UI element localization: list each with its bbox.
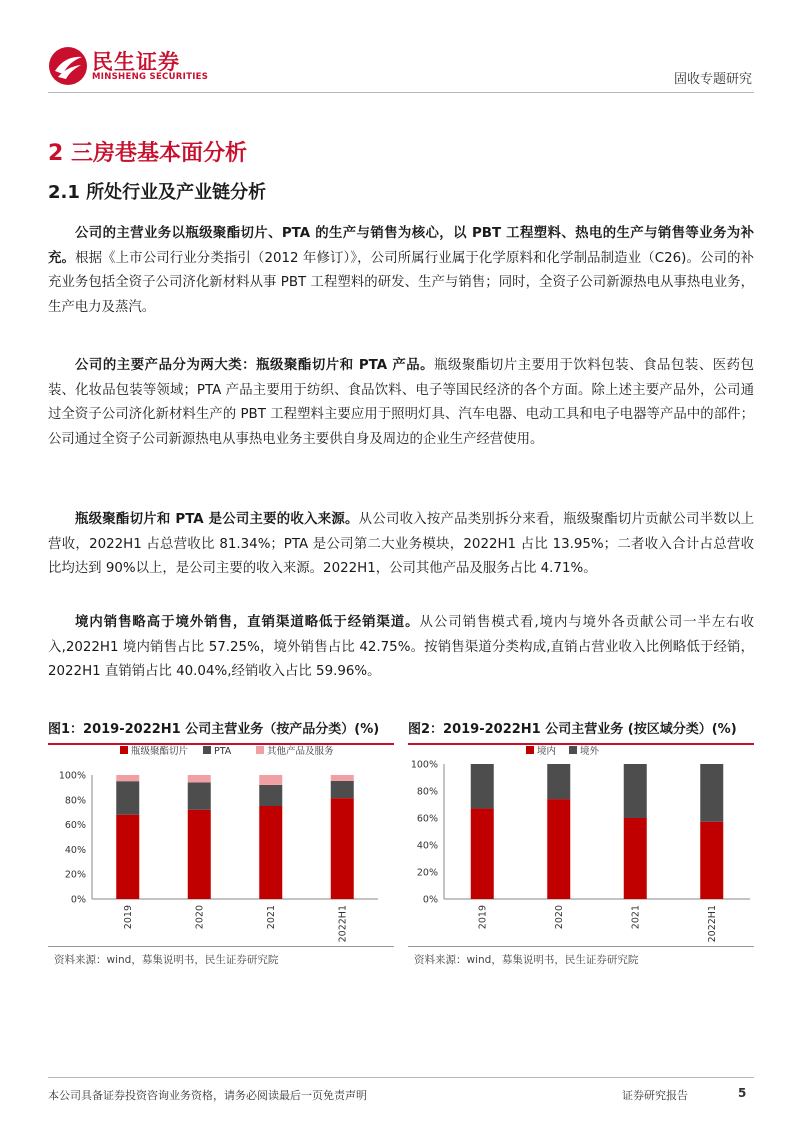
legend-label: PTA [214, 746, 232, 757]
y-tick-label: 80% [64, 795, 86, 807]
figure-source: 资料来源：wind，募集说明书，民生证券研究院 [414, 954, 639, 966]
chart-region-breakdown [408, 742, 754, 942]
paragraph [48, 508, 754, 582]
bar-segment [471, 764, 494, 809]
legend-swatch [120, 746, 128, 754]
y-tick-label: 20% [64, 869, 86, 881]
bar-segment [471, 809, 494, 899]
bar-segment [624, 764, 647, 818]
figure-title: 图2：2019-2022H1 公司主营业务 (按区域分类）(%) [408, 718, 754, 745]
y-tick-label: 60% [416, 813, 438, 825]
bar-segment [116, 781, 139, 814]
footer-divider [48, 1077, 754, 1078]
x-tick-label: 2022H1 [706, 905, 718, 942]
legend-label: 境外 [580, 746, 600, 757]
legend-swatch [256, 746, 264, 754]
figure-1 [48, 718, 394, 745]
bar-segment [188, 782, 211, 809]
x-tick-label: 2021 [265, 905, 277, 930]
paragraph-body: 瓶级聚酯切片主要用于饮料包装、食品包装、医药包装、化妆品包装等领域；PTA 产品主要用于纺织、食品饮料、电子等国民经济的各个方面。除上述主要产品外，公司通过全资子公司济化新材料生产的 PBT 工程塑料主要应用于照明灯具、汽车电器、电动工具和电子电器等产品中的部件；公司通过全资子公司新源热电从事热电业务主要供自身及周边的企业生产经营使用。 [48, 358, 754, 447]
bar-segment [331, 775, 354, 781]
bar-segment [547, 799, 570, 899]
paragraph-lead: 境内销售略高于境外销售，直销渠道略低于经销渠道。 [75, 615, 420, 630]
report-type: 固收专题研究 [673, 72, 752, 87]
paragraph-lead: 公司的主要产品分为两大类：瓶级聚酯切片和 PTA 产品。 [75, 358, 435, 373]
x-tick-label: 2019 [122, 905, 134, 930]
y-tick-label: 0% [422, 894, 438, 906]
section-title: 2 三房巷基本面分析 [48, 141, 247, 166]
x-tick-label: 2020 [194, 905, 206, 930]
x-tick-label: 2021 [630, 905, 642, 930]
y-tick-label: 100% [410, 759, 438, 771]
chart-product-breakdown [48, 742, 394, 942]
y-tick-label: 60% [64, 820, 86, 832]
bar-segment [331, 798, 354, 899]
legend-label: 其他产品及服务 [267, 746, 334, 757]
y-tick-label: 20% [416, 867, 438, 879]
bar-segment [259, 785, 282, 806]
footer-disclaimer: 本公司具备证券投资咨询业务资格，请务必阅读最后一页免责声明 [48, 1089, 367, 1102]
bar-segment [700, 822, 723, 899]
minsheng-logo-icon [48, 46, 88, 86]
legend-swatch [569, 746, 577, 754]
x-tick-label: 2020 [553, 905, 565, 930]
paragraph-body: 从公司收入按产品类别拆分来看，瓶级聚酯切片贡献公司半数以上营收，2022H1 占总营收比 81.34%；PTA 是公司第二大业务模块，2022H1 占比 13.95%；二者收入合计占总营收比均达到 90%以上，是公司主要的收入来源。2022H1，公司其他产品及服务占比 4.71%。 [48, 512, 755, 576]
y-tick-label: 40% [64, 844, 86, 856]
paragraph [48, 222, 754, 320]
figure-divider [408, 946, 754, 947]
brand-name-cn: 民生证券 [92, 50, 180, 74]
figure-2 [408, 718, 754, 745]
y-tick-label: 40% [416, 840, 438, 852]
paragraph-lead: 瓶级聚酯切片和 PTA 是公司主要的收入来源。 [75, 512, 359, 527]
y-tick-label: 0% [70, 894, 86, 906]
paragraph-body: 从公司销售模式看,境内与境外各贡献公司一半左右收入,2022H1 境内销售占比 57.25%，境外销售占比 42.75%。按销售渠道分类构成,直销占营业收入比例略低于经销，2022H1 直销销占比 40.04%,经销收入占比 59.96%。 [48, 615, 754, 679]
page-header [0, 0, 802, 100]
figure-source: 资料来源：wind，募集说明书，民生证券研究院 [54, 954, 279, 966]
legend-label: 境内 [537, 746, 557, 757]
legend-swatch [203, 746, 211, 754]
bar-segment [116, 775, 139, 781]
bar-segment [547, 764, 570, 799]
header-divider [48, 92, 754, 93]
paragraph-body: 根据《上市公司行业分类指引（2012 年修订）》，公司所属行业属于化学原料和化学制品制造业（C26)。公司的补充业务包括全资子公司济化新材料从事 PBT 工程塑料的研发、生产与销售；同时，全资子公司新源热电从事热电业务，生产电力及蒸汽。 [48, 250, 755, 315]
paragraph [48, 354, 754, 452]
bar-segment [259, 775, 282, 785]
paragraph-lead: 公司的主营业务以瓶级聚酯切片、PTA 的生产与销售为核心，以 PBT 工程塑料、热电的生产与销售等业务为补充。 [48, 226, 754, 266]
page-number: 5 [738, 1086, 747, 1100]
bar-segment [188, 775, 211, 782]
paragraph [48, 611, 754, 685]
legend-swatch [526, 746, 534, 754]
figure-divider [48, 946, 394, 947]
legend-label: 瓶级聚酯切片 [131, 746, 189, 757]
x-tick-label: 2022H1 [337, 905, 349, 942]
section-subtitle: 2.1 所处行业及产业链分析 [48, 182, 267, 203]
bar-segment [624, 818, 647, 899]
bar-segment [116, 815, 139, 899]
brand-name-en: MINSHENG SECURITIES [92, 72, 209, 82]
bar-segment [188, 810, 211, 899]
figure-title: 图1：2019-2022H1 公司主营业务（按产品分类）(%) [48, 718, 394, 745]
bar-segment [259, 806, 282, 899]
y-tick-label: 100% [58, 770, 86, 782]
footer-label: 证券研究报告 [622, 1089, 688, 1102]
x-tick-label: 2019 [477, 905, 489, 930]
y-tick-label: 80% [416, 786, 438, 798]
bar-segment [331, 781, 354, 798]
bar-segment [700, 764, 723, 822]
